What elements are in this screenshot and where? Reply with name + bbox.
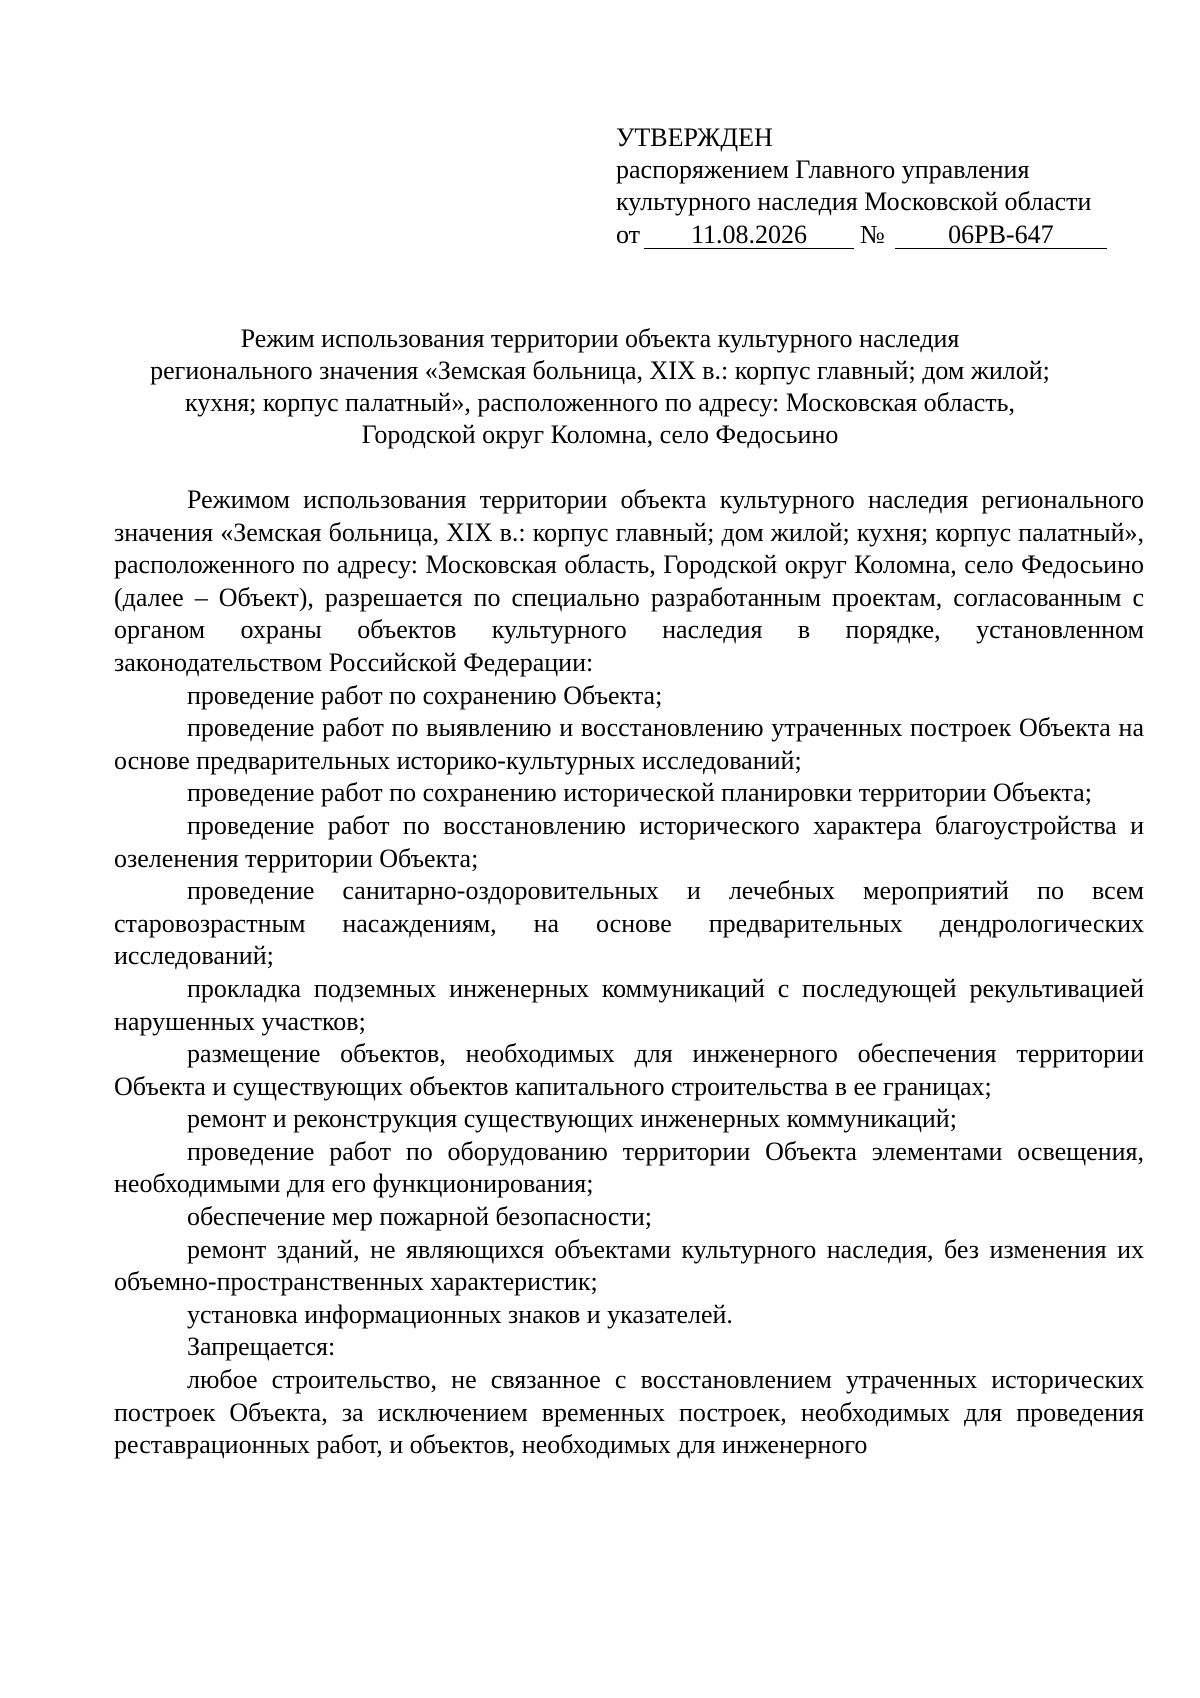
document-body — [114, 484, 1144, 1462]
section-heading-prohibited: Запрещается: — [187, 1332, 336, 1362]
list-item: проведение санитарно-оздоровительных и лечебных мероприятий по всем старовозрастным насаждениям, на основе предварительных дендрологических исследований; — [114, 876, 1144, 971]
list-item: ремонт зданий, не являющихся объектами культурного наследия, без изменения их объемно-пространственных характеристик; — [114, 1234, 1144, 1297]
title-line-4: Городской округ Коломна, село Федосьино — [361, 420, 839, 449]
list-item: проведение работ по сохранению Объекта; — [187, 680, 663, 710]
approval-date-line — [616, 219, 1136, 251]
title-line-2: регионального значения «Земская больница, XIX в.: корпус главный; дом жилой; — [150, 356, 1050, 385]
approval-line-1: распоряжением Главного управления — [616, 155, 1030, 184]
number-label: № — [860, 220, 885, 249]
approval-date: 11.08.2026 — [644, 222, 854, 249]
list-item: размещение объектов, необходимых для инженерного обеспечения территории Объекта и существующих объектов капитального строительства в ее границах; — [114, 1039, 1144, 1101]
list-item: проведение работ по оборудованию территории Объекта элементами освещения, необходимыми для его функционирования; — [114, 1136, 1144, 1199]
title-line-1: Режим использования территории объекта культурного наследия — [240, 324, 960, 353]
approval-status: УТВЕРЖДЕН — [616, 123, 773, 152]
list-item: установка информационных знаков и указателей. — [187, 1299, 733, 1329]
list-item: обеспечение мер пожарной безопасности; — [187, 1202, 652, 1232]
list-item: проведение работ по восстановлению исторического характера благоустройства и озеленения территории Объекта; — [114, 810, 1144, 873]
approval-line-2: культурного наследия Московской области — [616, 187, 1092, 216]
from-label: от — [616, 220, 641, 249]
document-title — [100, 323, 1100, 451]
list-item: проведение работ по выявлению и восстановлению утраченных построек Объекта на основе предварительных историко-культурных исследований; — [114, 713, 1144, 775]
title-line-3: кухня; корпус палатный», расположенного по адресу: Московская область, — [185, 388, 1015, 417]
list-item: ремонт и реконструкция существующих инженерных коммуникаций; — [187, 1104, 957, 1134]
approval-number: 06РВ-647 — [895, 222, 1107, 249]
approval-block — [616, 122, 1136, 251]
list-item: любое строительство, не связанное с восстановлением утраченных исторических построек Объекта, за исключением временных построек, необходимых для проведения реставрационных работ, и объектов, необходимых для инженерного — [114, 1365, 1144, 1460]
list-item: прокладка подземных инженерных коммуникаций с последующей рекультивацией нарушенных участков; — [114, 973, 1144, 1036]
paragraph-intro: Режимом использования территории объекта культурного наследия регионального значения «Земская больница, XIX в.: корпус главный; дом жилой; кухня; корпус палатный», расположенного по адресу: Московская область, Городской округ Коломна, село Федосьино (далее – Объект), разрешается по специально разработанным проектам, согласованным с органом охраны объектов культурного наследия в порядке, установленном законодательством Российской Федерации: — [114, 485, 1144, 677]
list-item: проведение работ по сохранению исторической планировки территории Объекта; — [187, 778, 1092, 808]
